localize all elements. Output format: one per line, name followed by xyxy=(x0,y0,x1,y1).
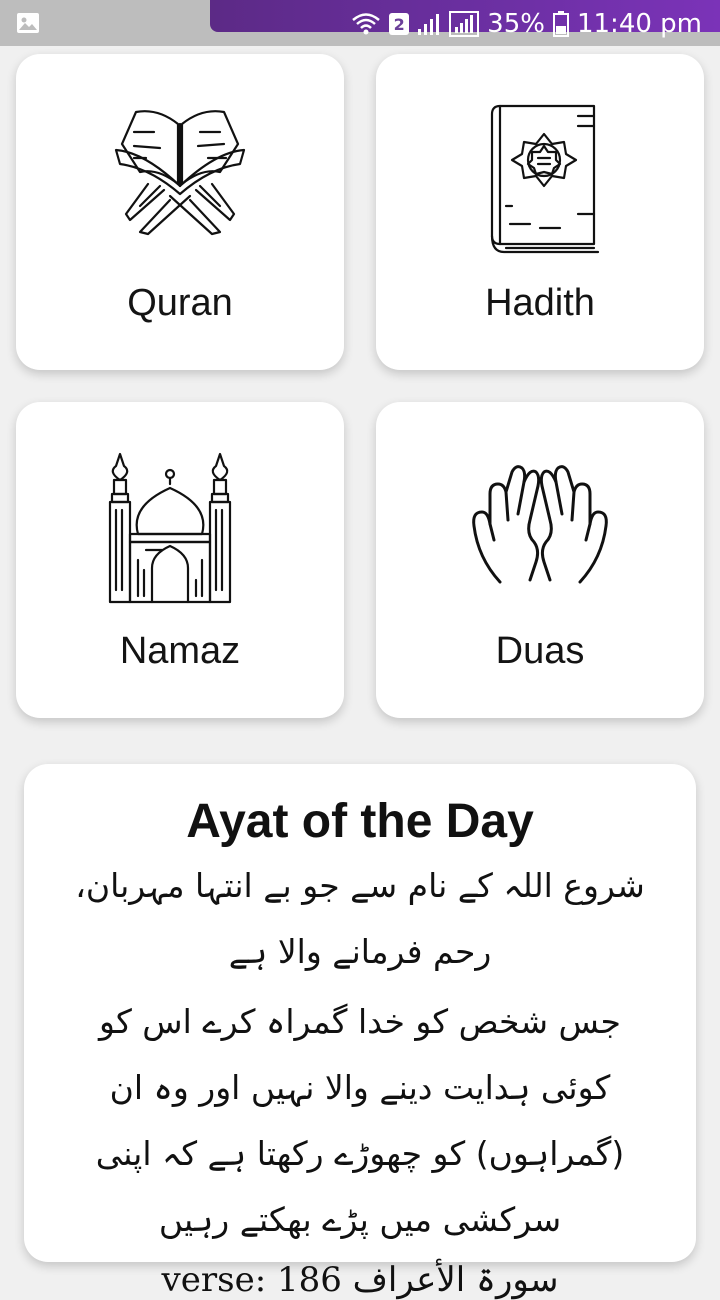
hadith-book-icon xyxy=(460,102,620,262)
tile-quran[interactable] xyxy=(16,54,344,370)
ayat-bismillah-text: شروع اللہ کے نام سے جو بے انتہا مہربان، رحم فرمانے والا ہے xyxy=(75,866,645,971)
ayat-of-the-day-card xyxy=(24,764,696,1300)
mosque-icon xyxy=(100,450,260,610)
tile-duas[interactable] xyxy=(376,402,704,718)
wifi-icon xyxy=(351,11,381,37)
tile-label: Duas xyxy=(495,630,585,672)
praying-hands-icon xyxy=(460,450,620,610)
status-bar xyxy=(0,0,720,46)
tile-label: Namaz xyxy=(119,630,241,672)
signal-icon-2 xyxy=(449,11,479,37)
sim-badge: 2 xyxy=(389,13,409,35)
signal-icon xyxy=(417,12,441,36)
clock: 11:40 pm xyxy=(576,9,702,39)
ayat-translation-text: جس شخص کو خدا گمراہ کرے اس کو کوئی ہدایت دینے والا نہیں اور وہ ان (گمراہوں) کو چھوڑے رکھتا ہے کہ اپنی سرکشی میں پڑے بھکتے رہیں xyxy=(95,1002,625,1239)
tile-hadith[interactable] xyxy=(376,54,704,370)
tile-namaz[interactable] xyxy=(16,402,344,718)
image-notification-icon xyxy=(16,12,40,34)
quran-stand-icon xyxy=(100,102,260,262)
battery-icon xyxy=(553,11,569,37)
tile-label: Quran xyxy=(127,282,233,324)
ayat-title: Ayat of the Day xyxy=(186,795,534,848)
status-right-group xyxy=(351,6,702,42)
ayat-reference: سورۃ الأعراف verse: 186 xyxy=(161,1260,559,1300)
battery-percent: 35% xyxy=(487,9,545,39)
tile-label: Hadith xyxy=(485,282,595,324)
